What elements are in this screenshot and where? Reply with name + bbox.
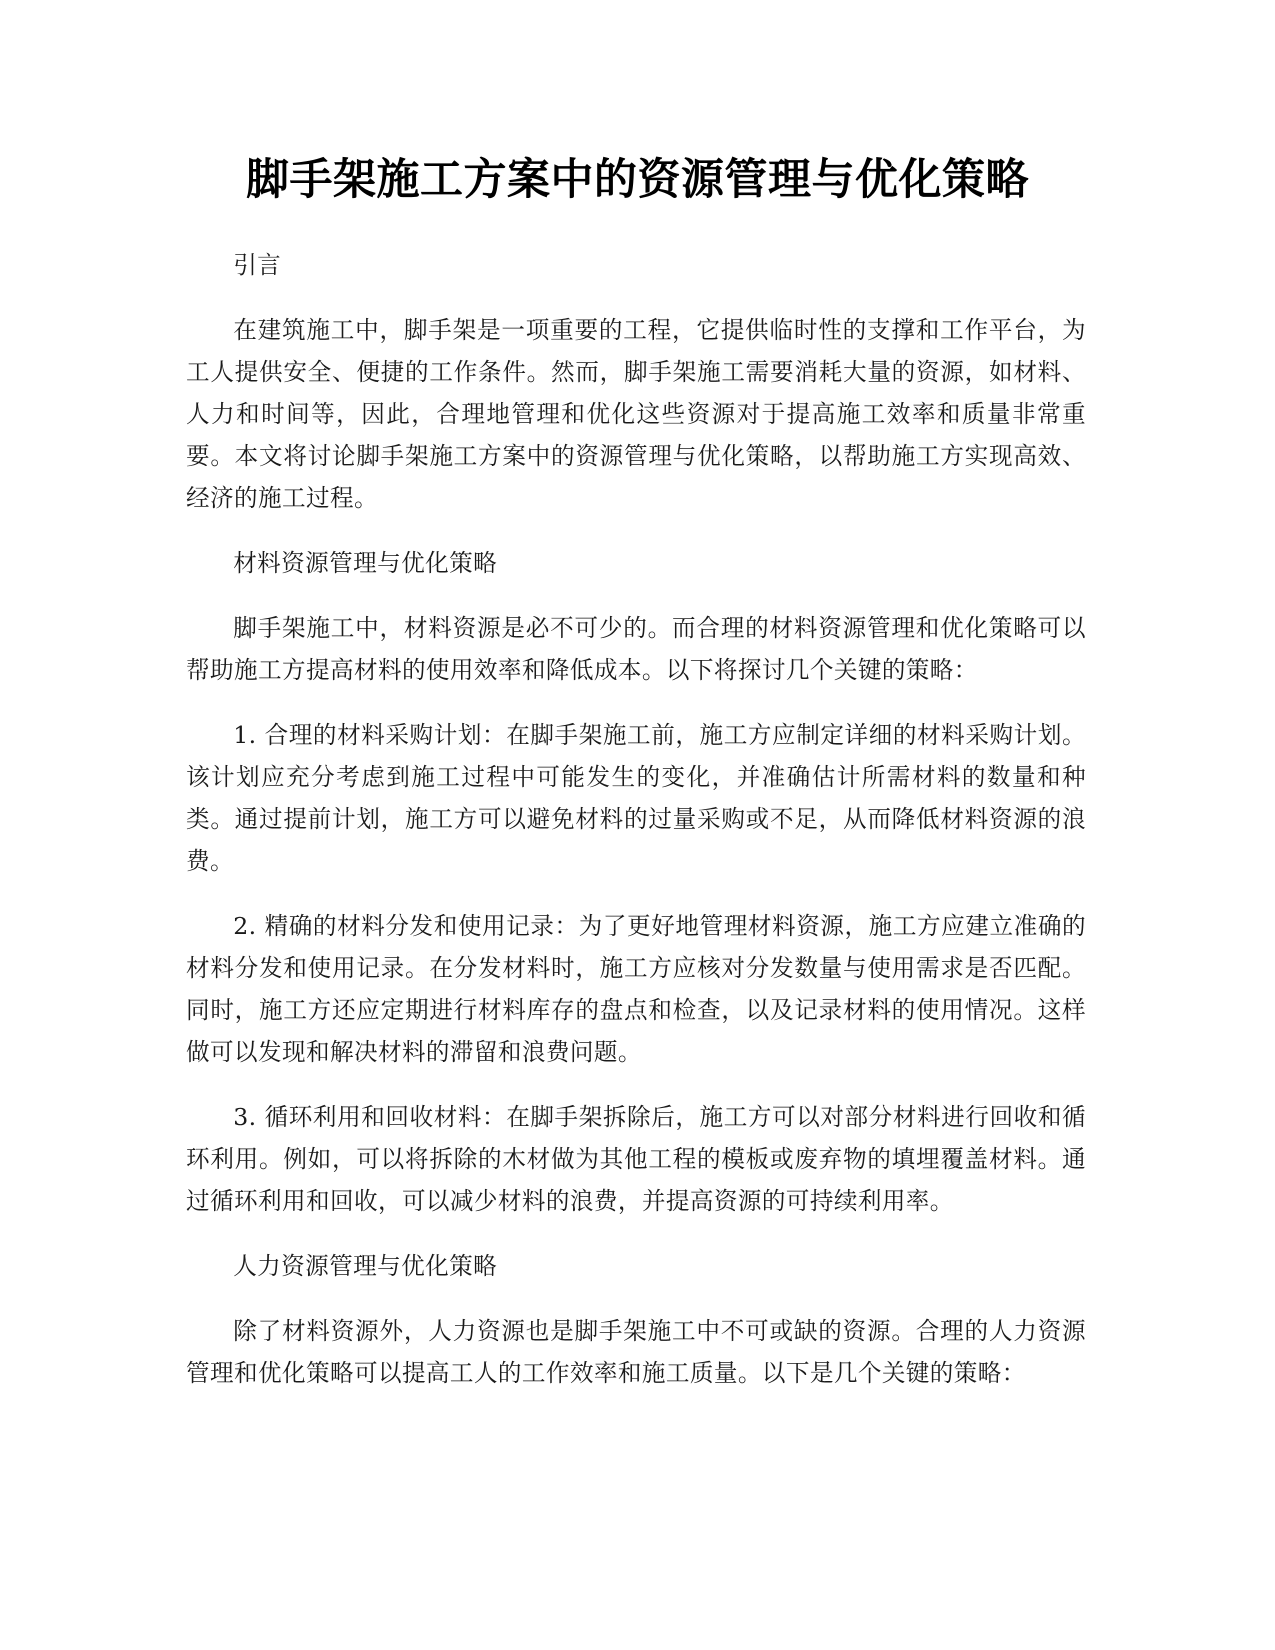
paragraph-human-resources-intro: 除了材料资源外，人力资源也是脚手架施工中不可或缺的资源。合理的人力资源管理和优化策略可以提高工人的工作效率和施工质量。以下是几个关键的策略： bbox=[186, 1317, 1086, 1387]
paragraph-materials-intro: 脚手架施工中，材料资源是必不可少的。而合理的材料资源管理和优化策略可以帮助施工方提高材料的使用效率和降低成本。以下将探讨几个关键的策略： bbox=[186, 614, 1086, 684]
paragraph-intro: 在建筑施工中，脚手架是一项重要的工程，它提供临时性的支撑和工作平台，为工人提供安全、便捷的工作条件。然而，脚手架施工需要消耗大量的资源，如材料、人力和时间等，因此，合理地管理和优化这些资源对于提高施工效率和质量非常重要。本文将讨论脚手架施工方案中的资源管理与优化策略，以帮助施工方实现高效、经济的施工过程。 bbox=[186, 316, 1086, 512]
section-heading-human-resources: 人力资源管理与优化策略 bbox=[233, 1252, 498, 1280]
document-body bbox=[186, 244, 1086, 1417]
paragraph-strategy-3: 3. 循环利用和回收材料：在脚手架拆除后，施工方可以对部分材料进行回收和循环利用。例如，可以将拆除的木材做为其他工程的模板或废弃物的填埋覆盖材料。通过循环利用和回收，可以减少材料的浪费，并提高资源的可持续利用率。 bbox=[186, 1103, 1086, 1215]
paragraph-strategy-2: 2. 精确的材料分发和使用记录：为了更好地管理材料资源，施工方应建立准确的材料分发和使用记录。在分发材料时，施工方应核对分发数量与使用需求是否匹配。同时，施工方还应定期进行材料库存的盘点和检查，以及记录材料的使用情况。这样做可以发现和解决材料的滞留和浪费问题。 bbox=[186, 912, 1086, 1066]
document-title: 脚手架施工方案中的资源管理与优化策略 bbox=[246, 155, 1029, 205]
section-heading-intro: 引言 bbox=[233, 251, 282, 279]
paragraph-strategy-1: 1. 合理的材料采购计划：在脚手架施工前，施工方应制定详细的材料采购计划。该计划应充分考虑到施工过程中可能发生的变化，并准确估计所需材料的数量和种类。通过提前计划，施工方可以避免材料的过量采购或不足，从而降低材料资源的浪费。 bbox=[186, 721, 1086, 875]
section-heading-materials: 材料资源管理与优化策略 bbox=[233, 549, 498, 577]
